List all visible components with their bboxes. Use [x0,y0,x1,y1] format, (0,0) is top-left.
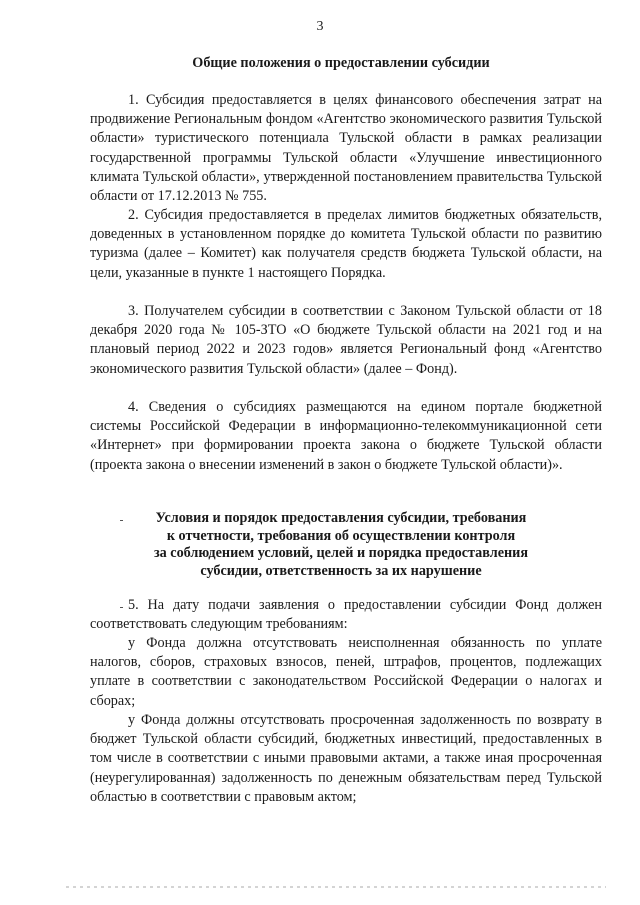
section-heading-conditions [80,510,602,580]
scan-artifact-line [66,886,606,888]
page-number: 3 [316,19,324,34]
paragraph-1: 1. Субсидия предоставляется в целях финансового обеспечения затрат на продвижение Региональным фондом «Агентство экономического развития Тульской области» туристического потенциала Тульской области в рамках реализации государственной программы Тульской области «Улучшение инвестиционного климата Тульской области», утвержденной постановлением правительства Тульской области от 17.12.2013 № 755. [90,92,602,205]
section-heading-line: Условия и порядок предоставления субсидии, требования [155,510,527,526]
section-heading-line: за соблюдением условий, целей и порядка предоставления [153,545,529,561]
paragraph-4: 4. Сведения о субсидиях размещаются на едином портале бюджетной системы Российской Федерации в информационно-телекоммуникационной сети «Интернет» при формировании проекта закона о бюджете Тульской области (проекта закона о внесении изменений в закон о бюджете Тульской области)». [90,399,602,473]
section-heading-line: субсидии, ответственность за их нарушение [200,562,482,579]
paragraph-2: 2. Субсидия предоставляется в пределах лимитов бюджетных обязательств, доведенных в установленном порядке до комитета Тульской области по развитию туризма (далее – Комитет) как получателя средств бюджета Тульской области, на цели, указанные в пункте 1 настоящего Порядка. [90,207,602,281]
section-heading-line: к отчетности, требования об осуществлении контроля [166,527,516,544]
paragraph-5-requirement-taxes: у Фонда должна отсутствовать неисполненная обязанность по уплате налогов, сборов, страховых взносов, пеней, штрафов, процентов, подлежащих уплате в соответствии с законодательством Российской Федерации о налогах и сборах; [90,635,602,709]
section-heading-general: Общие положения о предоставлении субсидии [192,55,490,71]
paragraph-3: 3. Получателем субсидии в соответствии с Законом Тульской области от 18 декабря 2020 года № 105-ЗТО «О бюджете Тульской области на 2021 год и на плановый период 2022 и 2023 годов» является Региональный фонд «Агентство экономического развития Тульской области» (далее – Фонд). [90,303,602,377]
paragraph-5: 5. На дату подачи заявления о предоставлении субсидии Фонд должен соответствовать следующим требованиям: [90,597,602,633]
paragraph-5-requirement-debt: у Фонда должны отсутствовать просроченная задолженность по возврату в бюджет Тульской области субсидий, бюджетных инвестиций, предоставленных в том числе в соответствии с иными правовыми актами, а также иная просроченная (неурегулированная) задолженность по денежным обязательствам перед Тульской областью в соответствии с правовым актом; [90,712,602,805]
